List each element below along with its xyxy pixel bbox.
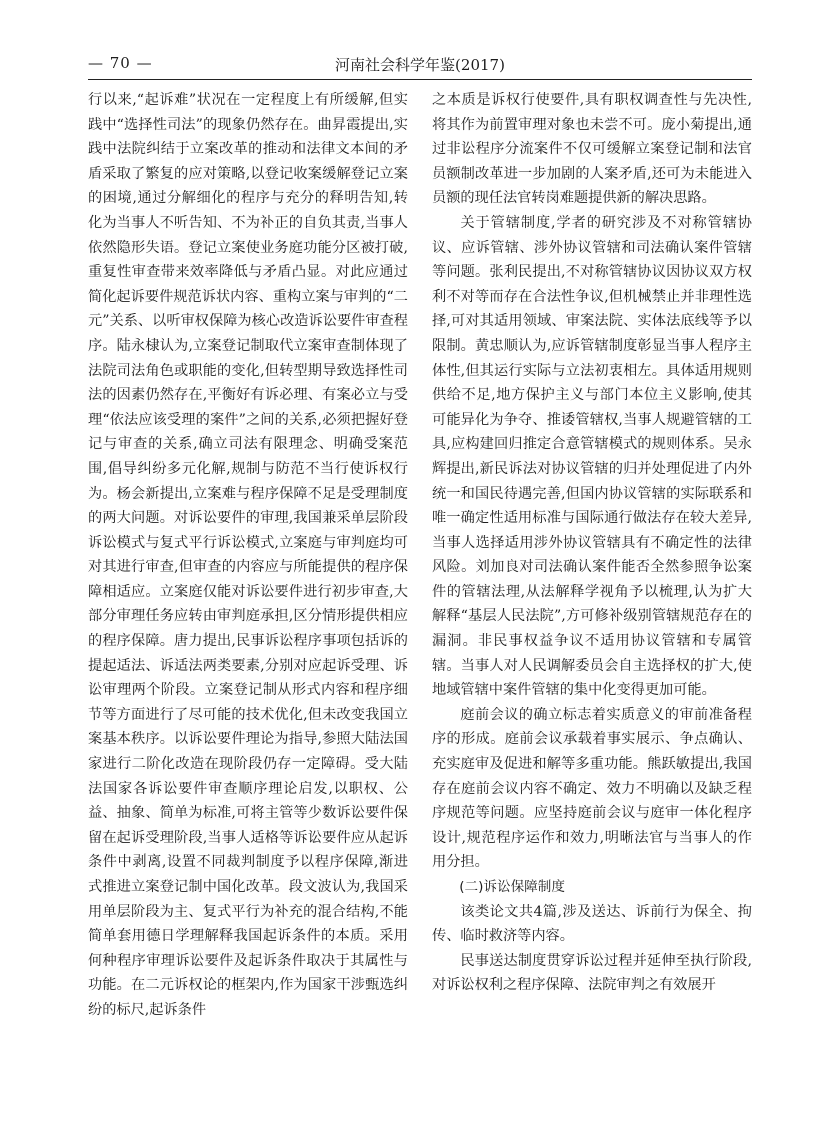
page-header	[88, 52, 752, 76]
body-paragraph: 之本质是诉权行使要件,具有职权调查性与先决性,将其作为前置审理对象也未尝不可。庞小菊提出,通过非讼程序分流案件不仅可缓解立案登记制和法官员额制改革进一步加剧的人案矛盾,还可为未能进入员额的现任法官转岗难题提供新的解决思路。	[432, 92, 752, 207]
body-paragraph: 民事送达制度贯穿诉讼过程并延伸至执行阶段,对诉讼权利之程序保障、法院审判之有效展开	[432, 952, 752, 994]
journal-title: 河南社会科学年鉴(2017)	[335, 56, 505, 74]
right-column	[432, 88, 752, 998]
header-rule	[88, 79, 752, 80]
body-paragraph: 庭前会议的确立标志着实质意义的审前准备程序的形成。庭前会议承载着事实展示、争点确认、充实庭审及促进和解等多重功能。熊跃敏提出,我国存在庭前会议内容不确定、效力不明确以及缺乏程序规范等问题。应坚持庭前会议与庭审一体化程序设计,规范程序运作和效力,明晰法官与当事人的作用分担。	[432, 706, 752, 871]
body-paragraph: 行以来,“起诉难”状况在一定程度上有所缓解,但实践中“选择性司法”的现象仍然存在。曲昇霞提出,实践中法院纠结于立案改革的推动和法律文本间的矛盾采取了繁复的应对策略,以登记收案缓解登记立案的困境,通过分解细化的程序与充分的释明告知,转化为当事人不听告知、不为补正的自负其责,当事人依然隐形失语。登记立案使业务庭功能分区被打破,重复性审查带来效率降低与矛盾凸显。对此应通过简化起诉要件规范诉状内容、重构立案与审判的“二元”关系、以听审权保障为核心改造诉讼要件审查程序。陆永棣认为,立案登记制取代立案审查制体现了法院司法角色或职能的变化,但转型期导致选择性司法的因素仍然存在,平衡好有诉必理、有案必立与受理“依法应该受理的案件”之间的关系,必须把握好登记与审查的关系,确立司法有限理念、明确受案范围,倡导纠纷多元化解,规制与防范不当行使诉权行为。杨会新提出,立案难与程序保障不足是受理制度的两大问题。对诉讼要件的审理,我国兼采单层阶段诉讼模式与复式平行诉讼模式,立案庭与审判庭均可对其进行审查,但审查的内容应与所能提供的程序保障相适应。立案庭仅能对诉讼要件进行初步审查,大部分审理任务应转由审判庭承担,区分情形提供相应的程序保障。唐力提出,民事诉讼程序事项包括诉的提起适法、诉适法两类要素,分别对应起诉受理、诉讼审理两个阶段。立案登记制从形式内容和程序细节等方面进行了尽可能的技术优化,但未改变我国立案基本秩序。以诉讼要件理论为指导,参照大陆法国家进行二阶化改造在现阶段仍存一定障碍。受大陆法国家各诉讼要件审查顺序理论启发,以职权、公益、抽象、简单为标准,可将主管等少数诉讼要件保留在起诉受理阶段,当事人适格等诉讼要件应从起诉条件中剥离,设置不同裁判制度予以程序保障,渐进式推进立案登记制中国化改革。段文波认为,我国采用单层阶段为主、复式平行为补充的混合结构,不能简单套用德日学理解释我国起诉条件的本质。采用何种程序审理诉讼要件及起诉条件取决于其属性与功能。在二元诉权论的框架内,作为国家干涉甄选纠纷的标尺,起诉条件	[88, 92, 408, 1018]
body-paragraph: 该类论文共4篇,涉及送达、诉前行为保全、拘传、临时救济等内容。	[432, 903, 752, 945]
body-paragraph: 关于管辖制度,学者的研究涉及不对称管辖协议、应诉管辖、涉外协议管辖和司法确认案件管辖等问题。张利民提出,不对称管辖协议因协议双方权利不对等而存在合法性争议,但机械禁止并非理性选择,可对其适用领域、审案法院、实体法底线等予以限制。黄忠顺认为,应诉管辖制度彰显当事人程序主体性,但其运行实际与立法初衷相左。具体适用规则供给不足,地方保护主义与部门本位主义影响,使其可能异化为争夺、推诿管辖权,当事人规避管辖的工具,应构建回归推定合意管辖模式的规则体系。吴永辉提出,新民诉法对协议管辖的归并处理促进了内外统一和国民待遇完善,但国内协议管辖的实际联系和唯一确定性适用标准与国际通行做法存在较大差异,当事人选择适用涉外协议管辖具有不确定性的法律风险。刘加良对司法确认案件能否全然参照争讼案件的管辖法理,从法解释学视角予以梳理,认为扩大解释“基层人民法院”,方可修补级别管辖规范存在的漏洞。非民事权益争议不适用协议管辖和专属管辖。当事人对人民调解委员会自主选择权的扩大,使地域管辖中案件管辖的集中化变得更加可能。	[432, 214, 752, 699]
page-number: — 70 —	[88, 54, 153, 72]
left-column	[88, 88, 408, 1023]
section-subheading: (二)诉讼保障制度	[459, 879, 565, 895]
